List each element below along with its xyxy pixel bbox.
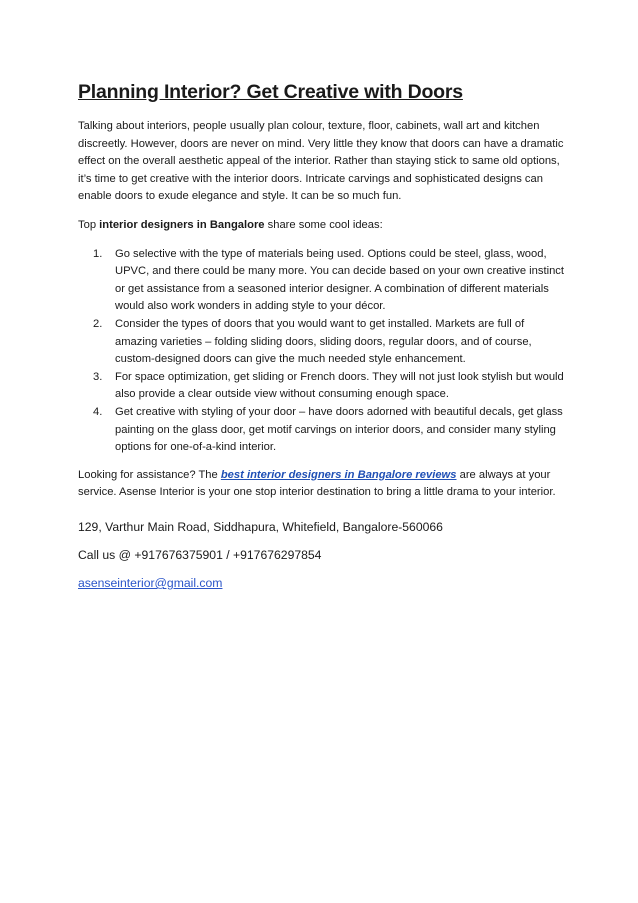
list-item [78,404,568,457]
document-body [78,80,568,513]
page-title: Planning Interior? Get Creative with Doors [78,81,463,103]
list-item-number: 3. [93,370,103,383]
list-item-text: For space optimization, get sliding or French doors. They will not just look stylish but would also provide a clear outside view without consuming enough space. [115,370,564,401]
list-item-text: Get creative with styling of your door – have doors adorned with beautiful decals, get glass painting on the glass door, get motif carvings on interior doors, and consider many styling options for one-of-a-kind interior. [115,405,563,454]
lead-text-after: share some cool ideas: [264,218,383,231]
list-item [78,246,568,316]
lead-text-before: Top [78,218,100,231]
contact-address: 129, Varthur Main Road, Siddhapura, Whitefield, Bangalore-560066 [78,520,443,534]
contact-email-link[interactable]: asenseinterior@gmail.com [78,576,223,590]
lead-text-bold: interior designers in Bangalore [99,218,265,231]
reviews-link[interactable]: best interior designers in Bangalore reviews [220,468,457,481]
closing-text-after: are always at your service. Asense Interior is your one stop interior destination to bring a little drama to your interior. [78,468,556,499]
closing-text-before: Looking for assistance? The [78,468,221,481]
list-item-text: Consider the types of doors that you would want to get installed. Markets are full of amazing varieties – folding sliding doors, sliding doors, regular doors, and of course, custom-designed doors can give the much needed style enhancement. [115,317,532,366]
list-item-number: 2. [93,317,103,330]
list-item-number: 4. [93,405,103,418]
list-item-number: 1. [93,247,103,260]
list-item [78,316,568,369]
list-item [78,369,568,404]
list-item-text: Go selective with the type of materials being used. Options could be steel, glass, wood, UPVC, and there could be many more. You can decide based on your own creative instinct or get assistance from a seasoned interior designer. A combination of different materials would also work wonders in adding style to your décor. [115,247,565,313]
contact-phone: Call us @ +917676375901 / +917676297854 [78,548,322,562]
intro-paragraph: Talking about interiors, people usually plan colour, texture, floor, cabinets, wall art and kitchen discreetly. However, doors are never on mind. Very little they know that doors can have a dramatic effect on the overall aesthetic appeal of the interior. Rather than staying stick to same old options, it’s time to get creative with the interior doors. Intricate carvings and sophisticated designs can enable doors to exude elegance and style. It can be so much fun. [78,120,564,203]
ideas-list [78,246,568,457]
lead-paragraph [78,217,568,235]
closing-paragraph [78,467,568,502]
